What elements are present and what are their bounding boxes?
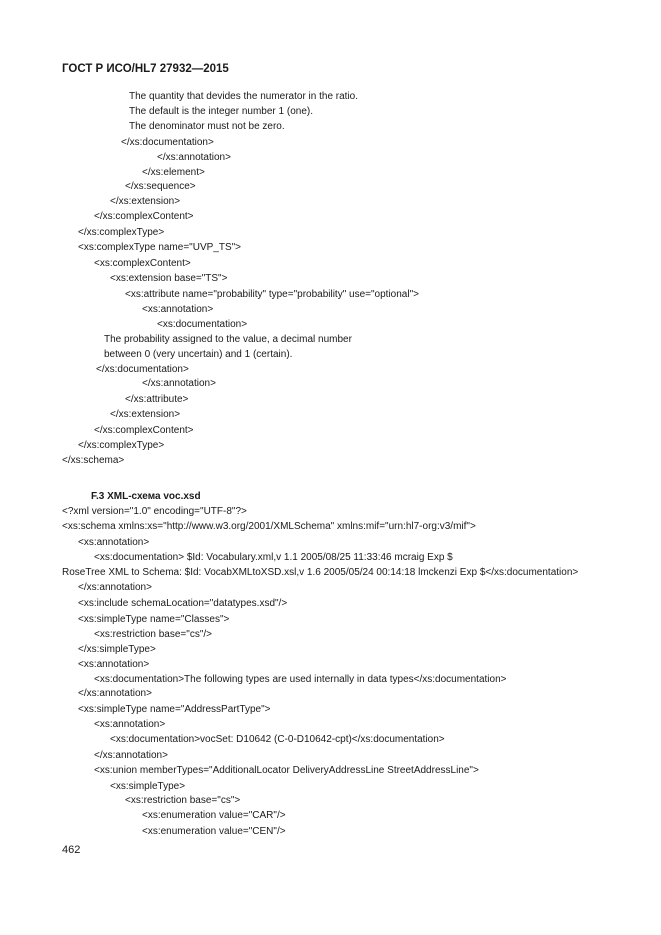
code-line: <?xml version="1.0" encoding="UTF-8"?> <box>62 506 247 517</box>
code-line: <xs:annotation> <box>94 719 166 730</box>
code-line: </xs:element> <box>142 167 205 178</box>
code-line: </xs:complexContent> <box>94 425 194 436</box>
code-line: </xs:documentation> <box>121 137 214 148</box>
code-line: <xs:union memberTypes="AdditionalLocator DeliveryAddressLine StreetAddressLine"> <box>94 765 479 776</box>
code-line: </xs:attribute> <box>125 394 189 405</box>
code-line: <xs:enumeration value="CAR"/> <box>142 810 286 821</box>
code-line: The default is the integer number 1 (one). <box>129 106 313 117</box>
code-line: </xs:schema> <box>62 455 125 466</box>
code-line: </xs:annotation> <box>157 152 231 163</box>
code-line: </xs:complexContent> <box>94 211 194 222</box>
code-line: </xs:complexType> <box>78 440 165 451</box>
code-line: <xs:restriction base="cs"/> <box>94 629 212 640</box>
code-line: <xs:simpleType> <box>110 781 186 792</box>
page-number: 462 <box>62 844 81 856</box>
code-line: <xs:documentation>The following types are used internally in data types</xs:documentation> <box>94 674 507 685</box>
code-line: </xs:complexType> <box>78 227 165 238</box>
code-line: </xs:documentation> <box>96 364 189 375</box>
code-line: </xs:annotation> <box>142 378 216 389</box>
code-line: between 0 (very uncertain) and 1 (certain). <box>104 349 293 360</box>
code-line: <xs:schema xmlns:xs="http://www.w3.org/2001/XMLSchema" xmlns:mif="urn:hl7-org:v3/mif"> <box>62 521 476 532</box>
code-line: <xs:enumeration value="CEN"/> <box>142 826 286 837</box>
code-line: <xs:annotation> <box>78 659 150 670</box>
code-line: <xs:restriction base="cs"> <box>125 795 241 806</box>
code-line: </xs:annotation> <box>78 688 152 699</box>
page-header: ГОСТ Р ИСО/HL7 27932—2015 <box>62 63 229 75</box>
code-line: The probability assigned to the value, a decimal number <box>104 334 352 345</box>
code-line: <xs:simpleType name="AddressPartType"> <box>78 704 271 715</box>
code-line: </xs:extension> <box>110 196 181 207</box>
code-line: <xs:annotation> <box>78 537 150 548</box>
code-line: </xs:sequence> <box>125 181 196 192</box>
code-line: </xs:extension> <box>110 409 181 420</box>
code-line: The quantity that devides the numerator in the ratio. <box>129 91 359 102</box>
code-line: <xs:complexContent> <box>94 258 191 269</box>
code-line: </xs:annotation> <box>78 582 152 593</box>
code-line: </xs:simpleType> <box>78 644 156 655</box>
code-line: </xs:annotation> <box>94 750 168 761</box>
code-line: <xs:include schemaLocation="datatypes.xsd"/> <box>78 598 288 609</box>
code-line: <xs:attribute name="probability" type="probability" use="optional"> <box>125 289 419 300</box>
code-line: <xs:documentation>vocSet: D10642 (C-0-D10642-cpt)</xs:documentation> <box>110 734 445 745</box>
code-line: <xs:extension base="TS"> <box>110 273 228 284</box>
section-title: F.3 XML-схема voc.xsd <box>91 491 201 502</box>
code-line: <xs:documentation> <box>157 319 248 330</box>
code-line: <xs:annotation> <box>142 304 214 315</box>
code-line: <xs:documentation> $Id: Vocabulary.xml,v 1.1 2005/08/25 11:33:46 mcraig Exp $ <box>94 552 453 563</box>
code-line: The denominator must not be zero. <box>129 121 285 132</box>
code-line: RoseTree XML to Schema: $Id: VocabXMLtoXSD.xsl,v 1.6 2005/05/24 00:14:18 lmckenzi Exp $</xs:documentation> <box>62 567 579 578</box>
code-line: <xs:simpleType name="Classes"> <box>78 614 230 625</box>
code-line: <xs:complexType name="UVP_TS"> <box>78 242 242 253</box>
